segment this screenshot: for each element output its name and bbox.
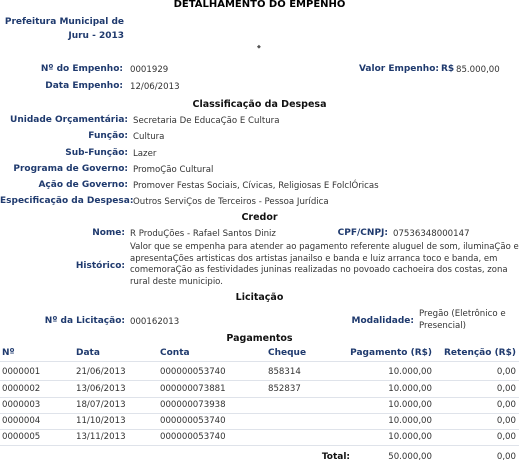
- acao-label: Ação de Governo:: [38, 180, 128, 190]
- valor-empenho-currency: R$: [441, 64, 455, 74]
- cell-data: 21/06/2013: [76, 367, 126, 377]
- funcao-value: Cultura: [133, 132, 165, 142]
- cell-conta: 000000053740: [160, 416, 226, 426]
- cell-conta: 000000053740: [160, 432, 226, 442]
- cell-cheque: 852837: [268, 384, 301, 394]
- modalidade-value: Pregão (Eletrônico e Presencial): [419, 309, 506, 331]
- acao-value: Promover Festas Sociais, Cívicas, Religiosas E FolclÓricas: [133, 181, 379, 191]
- cell-pagamento: 10.000,00: [388, 416, 432, 426]
- cell-numero: 0000001: [2, 367, 41, 377]
- cell-conta: 000000073938: [160, 400, 226, 410]
- especificacao-label: Especificação da Despesa:: [0, 196, 134, 206]
- empenho-numero-value: 0001929: [130, 65, 169, 75]
- cell-pagamento: 10.000,00: [388, 400, 432, 410]
- col-header-cheque: Cheque: [268, 348, 307, 358]
- empenho-numero-label: Nº do Empenho:: [40, 64, 123, 74]
- cell-pagamento: 10.000,00: [388, 367, 432, 377]
- col-header-conta: Conta: [160, 348, 190, 358]
- total-pagamento: 50.000,00: [388, 452, 432, 462]
- historico-label: Histórico:: [75, 261, 125, 271]
- modalidade-label: Modalidade:: [351, 316, 414, 326]
- cell-data: 13/11/2013: [76, 432, 126, 442]
- valor-empenho-value: 85.000,00: [456, 65, 500, 75]
- programa-label: Programa de Governo:: [13, 164, 128, 174]
- valor-empenho-label: Valor Empenho:: [358, 64, 439, 74]
- cell-pagamento: 10.000,00: [388, 384, 432, 394]
- unidade-value: Secretaria De EducaÇão E Cultura: [133, 116, 280, 126]
- subfuncao-value: Lazer: [133, 149, 157, 159]
- programa-value: PromoÇão Cultural: [133, 165, 214, 175]
- col-header-data: Data: [76, 348, 100, 358]
- licitacao-heading: Licitação: [235, 292, 284, 303]
- pagamentos-heading: Pagamentos: [226, 333, 293, 344]
- separator-diamond-icon: ◆: [257, 44, 261, 50]
- cell-data: 18/07/2013: [76, 400, 126, 410]
- credor-nome-value: R ProduÇões - Rafael Santos Diniz: [130, 229, 276, 239]
- cell-retencao: 0,00: [496, 432, 516, 442]
- classificacao-heading: Classificação da Despesa: [192, 99, 327, 110]
- licitacao-numero-value: 000162013: [130, 317, 180, 327]
- org-name-line2: Juru - 2013: [68, 31, 124, 41]
- cell-data: 13/06/2013: [76, 384, 126, 394]
- licitacao-numero-label: Nº da Licitação:: [44, 316, 125, 326]
- cell-retencao: 0,00: [496, 416, 516, 426]
- data-empenho-value: 12/06/2013: [130, 82, 180, 92]
- data-empenho-label: Data Empenho:: [45, 81, 123, 91]
- cell-numero: 0000004: [2, 416, 41, 426]
- page-title: DETALHAMENTO DO EMPENHO: [173, 0, 346, 10]
- subfuncao-label: Sub-Função:: [65, 148, 128, 158]
- especificacao-value: Outros ServiÇos de Terceiros - Pessoa Jurídica: [133, 197, 329, 207]
- cell-pagamento: 10.000,00: [388, 432, 432, 442]
- col-header-numero: Nº: [2, 348, 15, 358]
- total-label: Total:: [321, 452, 350, 462]
- unidade-label: Unidade Orçamentária:: [10, 115, 128, 125]
- credor-nome-label: Nome:: [92, 228, 125, 238]
- cell-numero: 0000005: [2, 432, 41, 442]
- credor-heading: Credor: [241, 212, 278, 223]
- historico-text: Valor que se empenha para atender ao pagamento referente aluguel de som, iluminaÇão e apresentaÇões artisticas dos artistas janailso e banda e luiz arranca toco e banda, em comemoraÇão as festividades juninas realizadas no povoado cachoeira dos costas, zona rural deste municipio.: [130, 242, 519, 287]
- cell-retencao: 0,00: [496, 367, 516, 377]
- cell-data: 11/10/2013: [76, 416, 126, 426]
- cell-retencao: 0,00: [496, 384, 516, 394]
- funcao-label: Função:: [88, 131, 128, 141]
- total-retencao: 0,00: [496, 452, 516, 462]
- cpf-cnpj-value: 07536348000147: [393, 229, 470, 239]
- cell-retencao: 0,00: [496, 400, 516, 410]
- cell-cheque: 858314: [268, 367, 301, 377]
- col-header-retencao: Retenção (R$): [444, 348, 516, 358]
- cell-conta: 000000053740: [160, 367, 226, 377]
- cpf-cnpj-label: CPF/CNPJ:: [337, 228, 388, 238]
- col-header-pagamento: Pagamento (R$): [350, 348, 432, 358]
- cell-numero: 0000003: [2, 400, 41, 410]
- cell-conta: 000000073881: [160, 384, 226, 394]
- org-name-line1: Prefeitura Municipal de: [4, 17, 124, 27]
- cell-numero: 0000002: [2, 384, 41, 394]
